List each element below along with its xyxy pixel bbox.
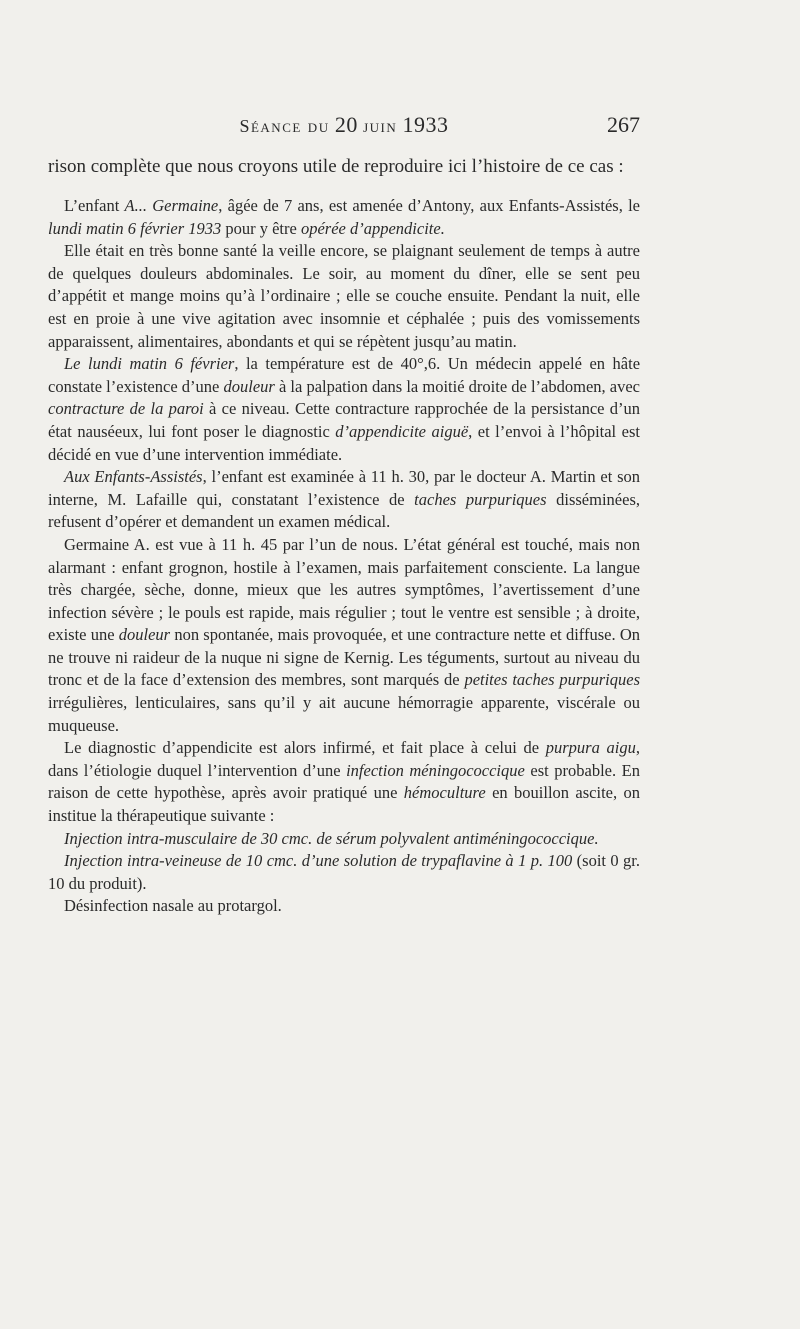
italic-text: Injection intra-musculaire de 30 cmc. de sérum polyvalent antiméningococcique. — [64, 828, 599, 848]
text-run: , et l’envoi à l’hôpital est décidé en vue d’une intervention immédiate. — [48, 421, 640, 464]
text-run: rison complète que nous croyons utile de reproduire ici l’histoire de ce cas : — [48, 156, 624, 177]
text-run: en bouillon ascite, on institue la thérapeutique suivante : — [48, 783, 640, 826]
running-header — [48, 112, 640, 144]
italic-text: A... Germaine — [124, 196, 219, 215]
italic-text: contracture de la paroi — [48, 399, 204, 419]
header-year: 1933 — [402, 112, 449, 137]
text-run: , l’enfant est examinée à 11 h. 30, par le docteur A. Martin et son interne, M. Lafaille qui, constatant l’existence de — [48, 467, 640, 509]
text-run: irrégulières, lenticulaires, sans qu’il y ait aucune hémorragie apparente, viscérale ou muqueuse. — [48, 693, 640, 735]
text-run: disséminées, refusent d’opérer et demandent un examen médical. — [48, 489, 640, 532]
text-run: Désinfection nasale au protargol. — [64, 896, 282, 916]
text-run: L’enfant — [64, 196, 125, 215]
italic-text: douleur — [118, 625, 171, 645]
italic-text: purpura aigu — [545, 738, 636, 758]
header-session-label: Séance du — [239, 116, 330, 136]
paragraph — [48, 737, 640, 827]
text-run: à ce niveau. Cette contracture rapprochée de la persistance d’un état nauséeux, lui font poser le diagnostic — [48, 399, 640, 441]
italic-text: Injection intra-veineuse de 10 cmc. d’une solution de trypaflavine à 1 p. 100 — [64, 851, 573, 871]
paragraph — [48, 154, 640, 179]
italic-text: petites taches purpuriques — [464, 670, 640, 690]
paragraph — [48, 195, 640, 240]
paragraph — [48, 534, 640, 737]
italic-text: d’appendicite aiguë — [335, 421, 469, 441]
text-run: Elle était en très bonne santé la veille encore, se plaignant seulement de temps à autre de quelques douleurs abdominales. Le soir, au moment du dîner, elle se sent peu d’appétit et mange moins qu’à l’ordinaire ; elle se couche ensuite. Pendant la nuit, elle est en proie à une vive agitation avec insomnie et céphalée ; puis des vomissements apparaissent, alimentaires, abondants et qui se répètent jusqu’au matin. — [48, 241, 640, 351]
italic-text: infection méningococcique — [346, 760, 525, 780]
text-run: à la palpation dans la moitié droite de l’abdomen, avec — [274, 376, 640, 396]
text-run: est probable. En raison de cette hypothèse, après avoir pratiqué une — [48, 760, 641, 803]
italic-text: Le lundi matin 6 février — [64, 354, 235, 374]
italic-text: lundi matin 6 février 1933 — [48, 218, 222, 238]
text-run: , la température est de 40°,6. Un médecin appelé en hâte constate l’existence d’une — [48, 354, 641, 396]
text-run: Le diagnostic d’appendicite est alors infirmé, et fait place à celui de — [64, 738, 546, 758]
paragraph — [48, 240, 640, 353]
paragraph — [48, 850, 640, 895]
paragraph — [48, 895, 640, 918]
text-run: , dans l’étiologie duquel l’intervention d’une — [48, 738, 640, 780]
italic-text: hémoculture — [403, 783, 486, 803]
text-run: (soit 0 gr. 10 du produit). — [48, 851, 640, 893]
paragraph — [48, 828, 640, 851]
text-run: , âgée de 7 ans, est amenée d’Antony, aux Enfants-Assistés, le — [218, 196, 640, 215]
header-day: 20 — [334, 112, 358, 137]
body-text — [48, 154, 640, 918]
text-run: pour y être — [221, 218, 301, 238]
text-run: Germaine A. est vue à 11 h. 45 par l’un de nous. L’état général est touché, mais non alarmant : enfant grognon, hostile à l’examen, mais parfaitement consciente. La langue très chargée, sèche, donne, mieux que les autres symptômes, l’avertissement d’une infection sévère ; le pouls est rapide, mais régulier ; tout le ventre est sensible ; à droite, existe une — [48, 534, 640, 645]
paragraph — [48, 353, 640, 466]
italic-text: douleur — [223, 376, 275, 396]
page-number: 267 — [607, 112, 640, 137]
italic-text: Aux Enfants-Assistés — [64, 467, 203, 487]
italic-text: taches purpuriques — [414, 489, 547, 509]
italic-text: opérée d’appendicite. — [300, 218, 445, 238]
text-run: non spontanée, mais provoquée, et une contracture nette et diffuse. On ne trouve ni raideur de la nuque ni signe de Kernig. Les téguments, surtout au niveau du tronc et de la face d’extension des membres, sont marqués de — [48, 625, 640, 690]
paragraph — [48, 466, 640, 534]
running-header-title — [48, 112, 640, 138]
header-month: juin — [363, 116, 398, 136]
